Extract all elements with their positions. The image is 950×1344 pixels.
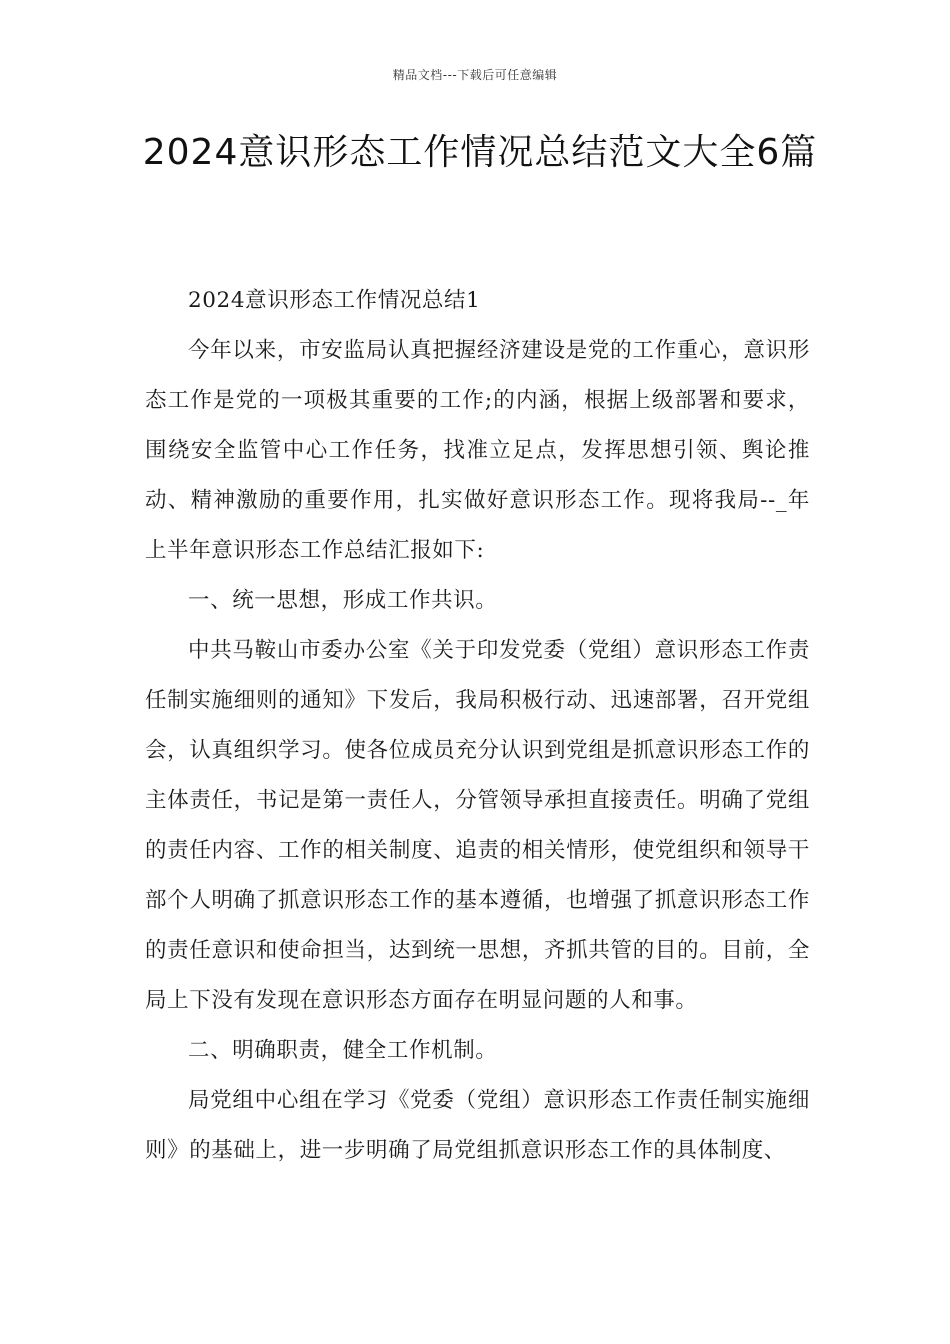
section-heading: 2024意识形态工作情况总结1 [188, 288, 481, 313]
body-paragraph: 中共马鞍山市委办公室《关于印发党委（党组）意识形态工作责任制实施细则的通知》下发后，我局积极行动、迅速部署，召开党组会，认真组织学习。使各位成员充分认识到党组是抓意识形态工作的主体责任，书记是第一责任人，分管领导承担直接责任。明确了党组的责任内容、工作的相关制度、追责的相关情形，使党组织和领导干部个人明确了抓意识形态工作的基本遵循，也增强了抓意识形态工作的责任意识和使命担当，达到统一思想，齐抓共管的目的。目前，全局上下没有发现在意识形态方面存在明显问题的人和事。 [145, 638, 810, 1013]
document-body [145, 276, 810, 1176]
body-paragraph: 今年以来，市安监局认真把握经济建设是党的工作重心，意识形态工作是党的一项极其重要的工作;的内涵，根据上级部署和要求，围绕安全监管中心工作任务，找准立足点，发挥思想引领、舆论推动、精神激励的重要作用，扎实做好意识形态工作。现将我局--_年上半年意识形态工作总结汇报如下: [145, 338, 810, 563]
section-heading: 一、统一思想，形成工作共识。 [188, 588, 498, 613]
section-heading: 二、明确职责，健全工作机制。 [188, 1038, 498, 1063]
header-note: 精品文档---下载后可任意编辑 [392, 68, 558, 82]
document-title: 2024意识形态工作情况总结范文大全6篇 [142, 132, 818, 173]
body-paragraph: 局党组中心组在学习《党委（党组）意识形态工作责任制实施细则》的基础上，进一步明确了局党组抓意识形态工作的具体制度、 [145, 1088, 810, 1163]
